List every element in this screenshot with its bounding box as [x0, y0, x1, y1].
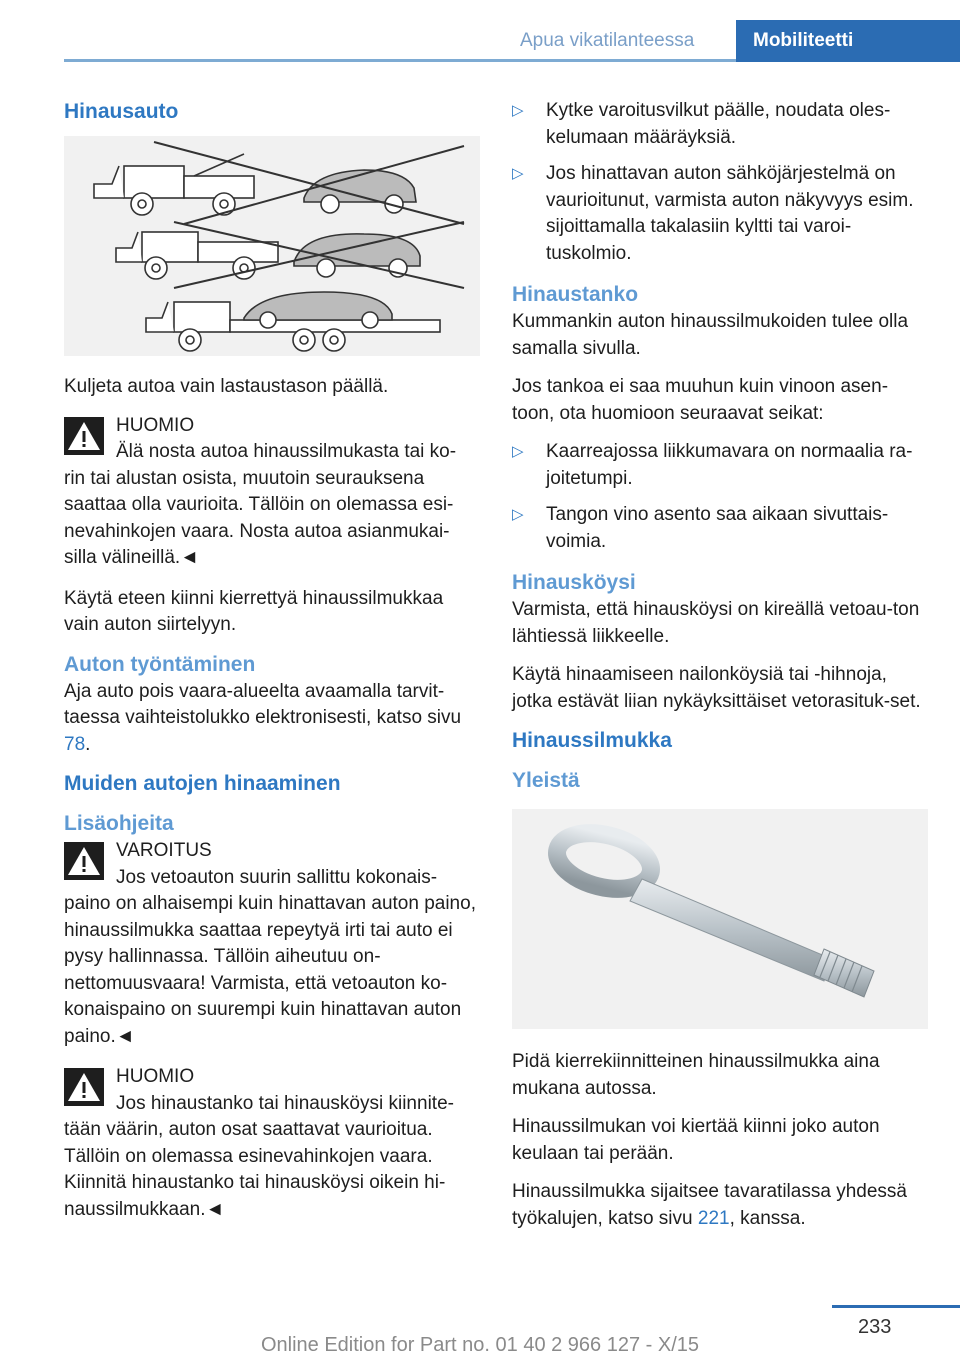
list-item-text: Tangon vino asento saa aikaan sivuttais-voimia.	[546, 504, 889, 552]
paragraph-jos: Jos tankoa ei saa muuhun kuin vinoon asen-toon, ota huomioon seuraavat seikat:	[512, 376, 889, 424]
bullet-list-1	[512, 98, 928, 267]
header-chapter-label: Mobiliteetti	[753, 30, 854, 51]
list-item-text: Kytke varoitusvilkut päälle, noudata oles-kelumaan määräyksiä.	[546, 100, 891, 148]
triangle-bullet-icon: ▷	[512, 165, 524, 182]
notice-text-first: Jos vetoauton suurin sallittu kokonais-	[116, 866, 438, 888]
paragraph-kayta: Käytä eteen kiinni kierrettyä hinaussilmukkaa vain auton siirtelyyn.	[64, 587, 444, 635]
heading-yleista: Yleistä	[512, 769, 580, 792]
list-item	[512, 439, 928, 492]
right-column	[512, 98, 928, 1244]
notice-title: VAROITUS	[116, 840, 212, 861]
page-number: 233	[858, 1316, 892, 1338]
list-item-text: Jos hinattavan auton sähköjärjestelmä on vaurioitunut, varmista auton näkyvyys esim. sijoittamalla takalasiin kyltti tai varoi-tuskolmio.	[546, 163, 914, 264]
list-item	[512, 161, 928, 267]
triangle-bullet-icon: ▷	[512, 443, 524, 460]
bullet-list-2	[512, 439, 928, 555]
heading-muiden-autojen: Muiden autojen hinaaminen	[64, 772, 341, 795]
list-item-text: Kaarreajossa liikkumavara on normaalia ra-joitetumpi.	[546, 441, 913, 489]
header-chapter-tab	[736, 20, 960, 62]
paragraph-varmista: Varmista, että hinausköysi on kireällä vetoau-ton lähtiessä liikkeelle.	[512, 599, 920, 647]
paragraph-sijaitsee	[512, 1179, 928, 1232]
heading-hinausauto: Hinausauto	[64, 100, 179, 123]
towing-eye-illustration	[512, 809, 928, 1029]
notice-text-rest: paino on alhaisempi kuin hinattavan auton paino, hinaussilmukka saattaa repeytyä irti tai auto ei pysy hallinnassa. Tällöin aiheutuu on-nettomuusvaara! Varmista, että vetoauton ko-konaispaino on suurempi kuin hinattavan auton paino.◄	[64, 893, 476, 1047]
left-column	[64, 98, 480, 1237]
list-item	[512, 502, 928, 555]
paragraph-aja-end: .	[85, 733, 91, 755]
notice-title: HUOMIO	[116, 414, 195, 436]
warning-triangle-icon	[64, 1068, 104, 1106]
triangle-bullet-icon: ▷	[512, 102, 524, 119]
heading-hinaussilmukka: Hinaussilmukka	[512, 729, 672, 752]
page-link-78[interactable]: 78	[64, 733, 86, 755]
notice-text-first: Älä nosta autoa hinaussilmukasta tai ko-	[116, 441, 457, 462]
paragraph-kuljeta: Kuljeta autoa vain lastaustason päällä.	[64, 376, 389, 397]
heading-auton-tyontaminen: Auton työntäminen	[64, 652, 256, 676]
page-link-221[interactable]: 221	[697, 1207, 730, 1229]
heading-hinauskoysi: Hinausköysi	[512, 571, 636, 594]
notice-varoitus	[64, 838, 480, 1050]
paragraph-sijaitsee-text: Hinaussilmukka sijaitsee tavaratilassa yhdessä työkalujen, katso sivu	[512, 1181, 907, 1229]
footer-rule	[832, 1305, 960, 1308]
paragraph-pida: Pidä kierrekiinnitteinen hinaussilmukka aina mukana autossa.	[512, 1051, 880, 1099]
paragraph-aja-text: Aja auto pois vaara-alueelta avaamalla tarvit-taessa vaihteistolukko elektronisesti, katso sivu	[64, 680, 462, 728]
list-item	[512, 98, 928, 151]
triangle-bullet-icon: ▷	[512, 506, 524, 523]
heading-lisaohjeita: Lisäohjeita	[64, 812, 174, 835]
notice-text-rest: tään väärin, auton osat saattavat vaurioitua. Tällöin on olemassa esinevahinkojen vaara. Kiinnitä hinaustanko tai hinausköysi oikein hi-naussilmukkaan.◄	[64, 1119, 446, 1220]
paragraph-hinaussilmukan: Hinaussilmukan voi kiertää kiinni joko auton keulaan tai perään.	[512, 1116, 880, 1164]
notice-title: HUOMIO	[116, 1066, 195, 1087]
heading-hinaustanko: Hinaustanko	[512, 283, 639, 306]
paragraph-kayta-nailon: Käytä hinaamiseen nailonköysiä tai -hihnoja, jotka estävät liian nykäyksittäiset vetorasituk-set.	[512, 664, 921, 712]
tow-truck-illustration	[64, 136, 480, 356]
paragraph-kummankin: Kummankin auton hinaussilmukoiden tulee olla samalla sivulla.	[512, 311, 909, 359]
notice-text-first: Jos hinaustanko tai hinausköysi kiinnite-	[116, 1092, 454, 1114]
header-section-title: Apua vikatilanteessa	[520, 30, 695, 51]
warning-triangle-icon	[64, 417, 104, 455]
notice-huomio-2	[64, 1064, 480, 1223]
paragraph-sijaitsee-end: , kanssa.	[729, 1207, 806, 1229]
footer-edition: Online Edition for Part no. 01 40 2 966 127 - X/15	[260, 1334, 700, 1356]
paragraph-aja	[64, 679, 480, 759]
warning-triangle-icon	[64, 842, 104, 880]
notice-text-rest: rin tai alustan osista, muutoin seurauksena saattaa olla vaurioita. Tällöin on olemassa esi-nevahinkojen vaara. Nosta autoa asianmukai-silla välineillä.◄	[64, 467, 454, 568]
notice-huomio-1	[64, 413, 480, 572]
